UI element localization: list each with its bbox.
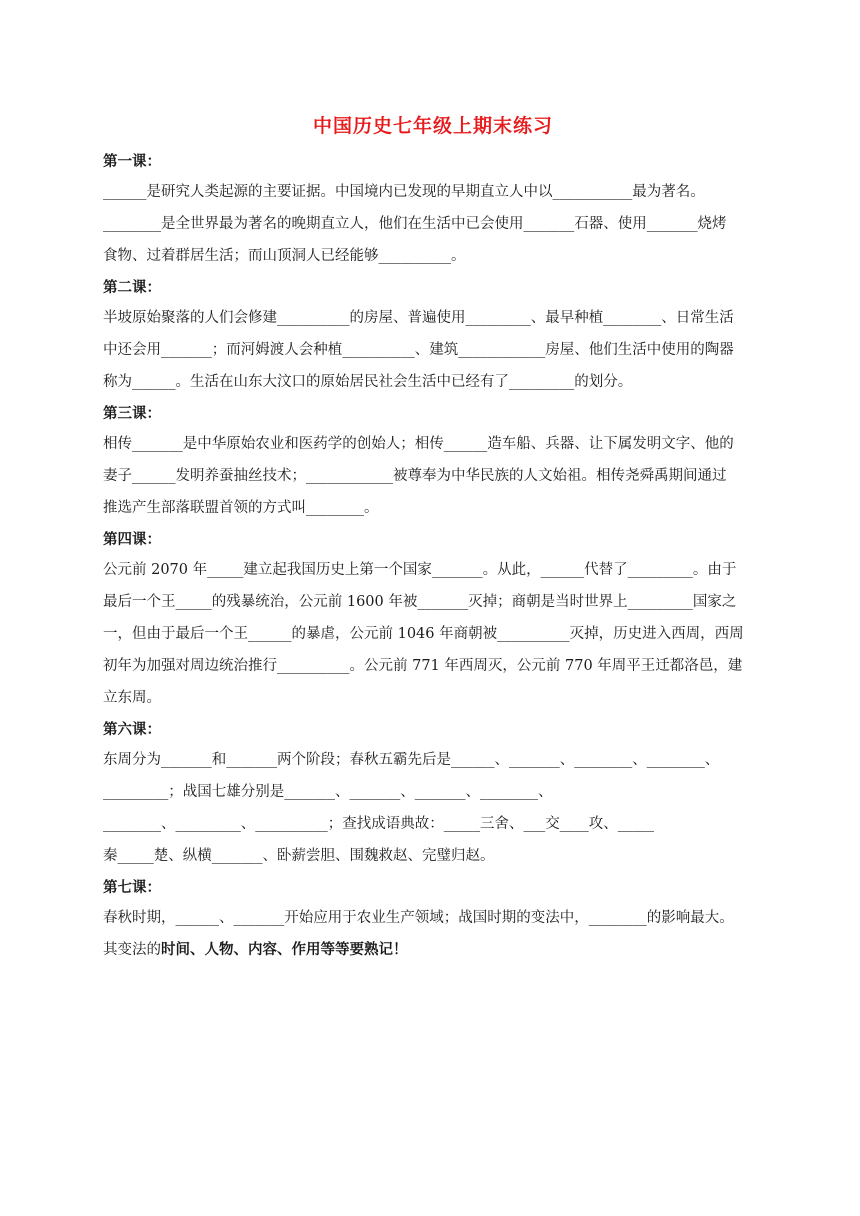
section-line: 半坡原始聚落的人们会修建__________的房屋、普遍使用_________、最早种植________、日常生活: [103, 310, 734, 326]
section-heading-lesson-4: 第四课：: [103, 531, 161, 548]
section-line: ______是研究人类起源的主要证据。中国境内已发现的早期直立人中以___________最为著名。: [103, 184, 705, 200]
section-heading-lesson-1: 第一课：: [103, 153, 161, 170]
section-line: 春秋时期，______、_______开始应用于农业生产领域；战国时期的变法中，________的影响最大。: [103, 910, 734, 926]
page-title: 中国历史七年级上期末练习: [312, 115, 553, 137]
section-line: 秦_____楚、纵横_______、卧薪尝胆、围魏救赵、完璧归赵。: [103, 848, 495, 864]
section-heading-lesson-3: 第三课：: [103, 405, 161, 422]
section-line: 妻子______发明养蚕抽丝技术；____________被尊奉为中华民族的人文始祖。相传尧舜禹期间通过: [103, 468, 727, 484]
section-line: _________；战国七雄分别是_______、_______、_______、________、: [103, 784, 553, 800]
section-line: 最后一个王_____的残暴统治，公元前 1600 年被_______灭掉；商朝是当时世界上_________国家之: [103, 594, 737, 610]
section-line: 中还会用_______；而河姆渡人会种植__________、建筑____________房屋、他们生活中使用的陶器: [103, 342, 734, 358]
section-line: 公元前 2070 年_____建立起我国历史上第一个国家_______。从此，______代替了_________。由于: [103, 562, 737, 578]
section-line: 初年为加强对周边统治推行__________。公元前 771 年西周灭，公元前 770 年周平王迁都洛邑，建: [103, 658, 743, 674]
section-line: ________、_________、__________；查找成语典故：_____三舍、___交____攻、_____: [103, 816, 654, 832]
document-page: [103, 112, 763, 966]
section-line: 推选产生部落联盟首领的方式叫________。: [103, 500, 379, 516]
emphasis-bold-text: 时间、人物、内容、作用等等要熟记！: [161, 941, 408, 958]
section-line: 立东周。: [103, 690, 161, 706]
section-line: 相传_______是中华原始农业和医药学的创始人；相传______造车船、兵器、让下属发明文字、他的: [103, 436, 734, 452]
section-line: 食物、过着群居生活；而山顶洞人已经能够__________。: [103, 248, 466, 264]
section-heading-lesson-7: 第七课：: [103, 879, 161, 896]
section-line: 称为______。生活在山东大汶口的原始居民社会生活中已经有了_________的划分。: [103, 374, 633, 390]
section-line: 一，但由于最后一个王______的暴虐，公元前 1046 年商朝被__________灭掉，历史进入西周，西周: [103, 626, 744, 642]
section-heading-lesson-2: 第二课：: [103, 279, 161, 296]
section-line: 东周分为_______和_______两个阶段；春秋五霸先后是______、_______、________、________、: [103, 752, 720, 768]
section-heading-lesson-6: 第六课：: [103, 721, 161, 738]
section-line: ________是全世界最为著名的晚期直立人，他们在生活中已会使用_______石器、使用_______烧烤: [103, 216, 727, 232]
section-line-emphasis: [103, 934, 763, 966]
emphasis-prefix: 其变法的: [103, 942, 161, 958]
